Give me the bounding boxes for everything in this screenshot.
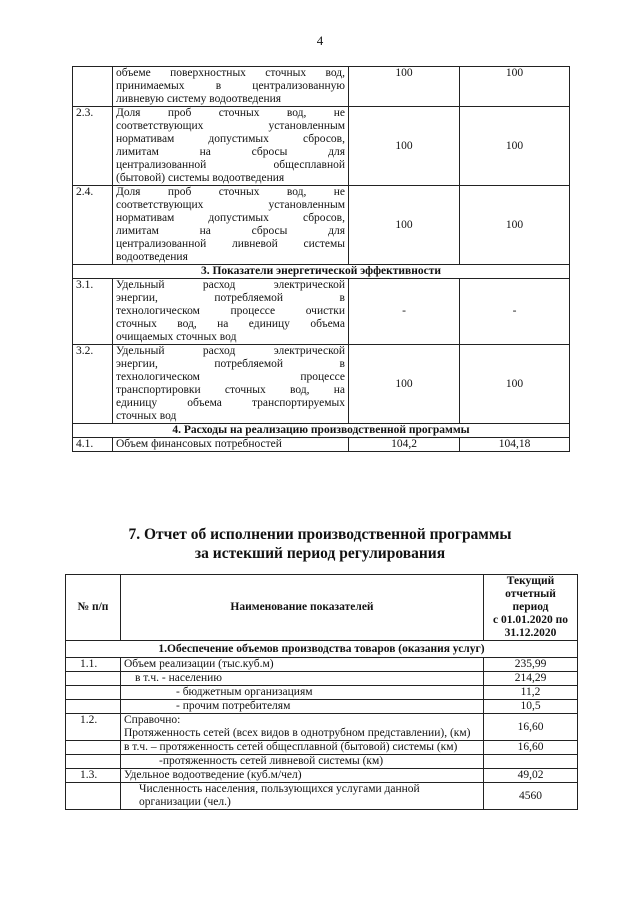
section-title: 4. Расходы на реализацию производственной программы <box>73 424 570 438</box>
header-num: № п/п <box>66 575 121 641</box>
table-row <box>66 672 578 686</box>
row-value: 10,5 <box>484 700 578 714</box>
row-number: 3.1. <box>73 279 113 345</box>
row-value: 49,02 <box>484 769 578 783</box>
section-row <box>73 265 570 279</box>
row-value-1: 104,2 <box>349 438 460 452</box>
table-row <box>66 714 578 741</box>
indicators-table <box>72 66 570 452</box>
row-number <box>66 783 121 810</box>
report-table <box>65 574 578 810</box>
header-period: Текущий отчетный период с 01.01.2020 по 31.12.2020 <box>484 575 578 641</box>
row-value-2: 100 <box>460 345 570 424</box>
row-description: -протяженность сетей ливневой системы (км) <box>121 755 484 769</box>
table-row <box>73 107 570 186</box>
section-title: 1.Обеспечение объемов производства товаров (оказания услуг) <box>66 641 578 658</box>
table-row <box>73 438 570 452</box>
table-row <box>66 700 578 714</box>
section-title: 3. Показатели энергетической эффективности <box>73 265 570 279</box>
table-row <box>73 345 570 424</box>
row-value-2: 100 <box>460 107 570 186</box>
row-number <box>73 67 113 107</box>
table-row <box>66 755 578 769</box>
row-description: объеме поверхностных сточных вод, принимаемых в централизованную ливневую систему водоотведения <box>113 67 349 107</box>
row-value: 16,60 <box>484 714 578 741</box>
row-description: Доля проб сточных вод, не соответствующих установленным нормативам допустимых сбросов, лимитам на сбросы для централизованной общесплавной (бытовой) системы водоотведения <box>113 107 349 186</box>
row-number: 4.1. <box>73 438 113 452</box>
row-value <box>484 755 578 769</box>
row-description: Справочно: Протяженность сетей (всех видов в однотрубном представлении), (км) <box>121 714 484 741</box>
row-value-1: 100 <box>349 67 460 107</box>
row-number: 3.2. <box>73 345 113 424</box>
row-number: 1.2. <box>66 714 121 741</box>
report-table-header <box>66 575 578 641</box>
row-value-2: 100 <box>460 67 570 107</box>
table-row <box>73 279 570 345</box>
row-description: Удельное водоотведение (куб.м/чел) <box>121 769 484 783</box>
row-description: - прочим потребителям <box>121 700 484 714</box>
row-description: Доля проб сточных вод, не соответствующих установленным нормативам допустимых сбросов, лимитам на сбросы для централизованной ливневой системы водоотведения <box>113 186 349 265</box>
row-value-2: 100 <box>460 186 570 265</box>
section-row <box>73 424 570 438</box>
row-description: - бюджетным организациям <box>121 686 484 700</box>
page-number: 4 <box>316 33 324 48</box>
row-value: 214,29 <box>484 672 578 686</box>
row-number: 1.1. <box>66 658 121 672</box>
row-value: 11,2 <box>484 686 578 700</box>
row-description: Объем реализации (тыс.куб.м) <box>121 658 484 672</box>
row-value-1: 100 <box>349 345 460 424</box>
row-description: Объем финансовых потребностей <box>113 438 349 452</box>
row-value-2: 104,18 <box>460 438 570 452</box>
row-number <box>66 700 121 714</box>
report-heading-line2: за истекший период регулирования <box>194 545 446 562</box>
row-value-2: - <box>460 279 570 345</box>
table-row <box>66 783 578 810</box>
table-row <box>66 769 578 783</box>
row-value: 235,99 <box>484 658 578 672</box>
row-value-1: 100 <box>349 107 460 186</box>
row-value: 4560 <box>484 783 578 810</box>
header-name: Наименование показателей <box>121 575 484 641</box>
row-number: 1.3. <box>66 769 121 783</box>
table-row <box>66 741 578 755</box>
table-row <box>73 67 570 107</box>
row-value-1: 100 <box>349 186 460 265</box>
table-row <box>73 186 570 265</box>
section-row <box>66 641 578 658</box>
row-number <box>66 755 121 769</box>
row-number <box>66 686 121 700</box>
row-number <box>66 741 121 755</box>
table-row <box>66 658 578 672</box>
row-description: Удельный расход электрической энергии, потребляемой в технологическом процессе транспортировки сточных вод, на единицу объема транспортируемых сточных вод <box>113 345 349 424</box>
row-description: Численность населения, пользующихся услугами данной организации (чел.) <box>121 783 484 810</box>
report-heading-line1: 7. Отчет об исполнении производственной программы <box>128 526 512 543</box>
row-description: Удельный расход электрической энергии, потребляемой в технологическом процессе очистки сточных вод, на единицу объема очищаемых сточных вод <box>113 279 349 345</box>
row-number: 2.4. <box>73 186 113 265</box>
row-description: в т.ч. – протяженность сетей общесплавной (бытовой) системы (км) <box>121 741 484 755</box>
row-number: 2.3. <box>73 107 113 186</box>
row-value-1: - <box>349 279 460 345</box>
row-value: 16,60 <box>484 741 578 755</box>
table-row <box>66 686 578 700</box>
row-description: в т.ч. - населению <box>121 672 484 686</box>
row-number <box>66 672 121 686</box>
